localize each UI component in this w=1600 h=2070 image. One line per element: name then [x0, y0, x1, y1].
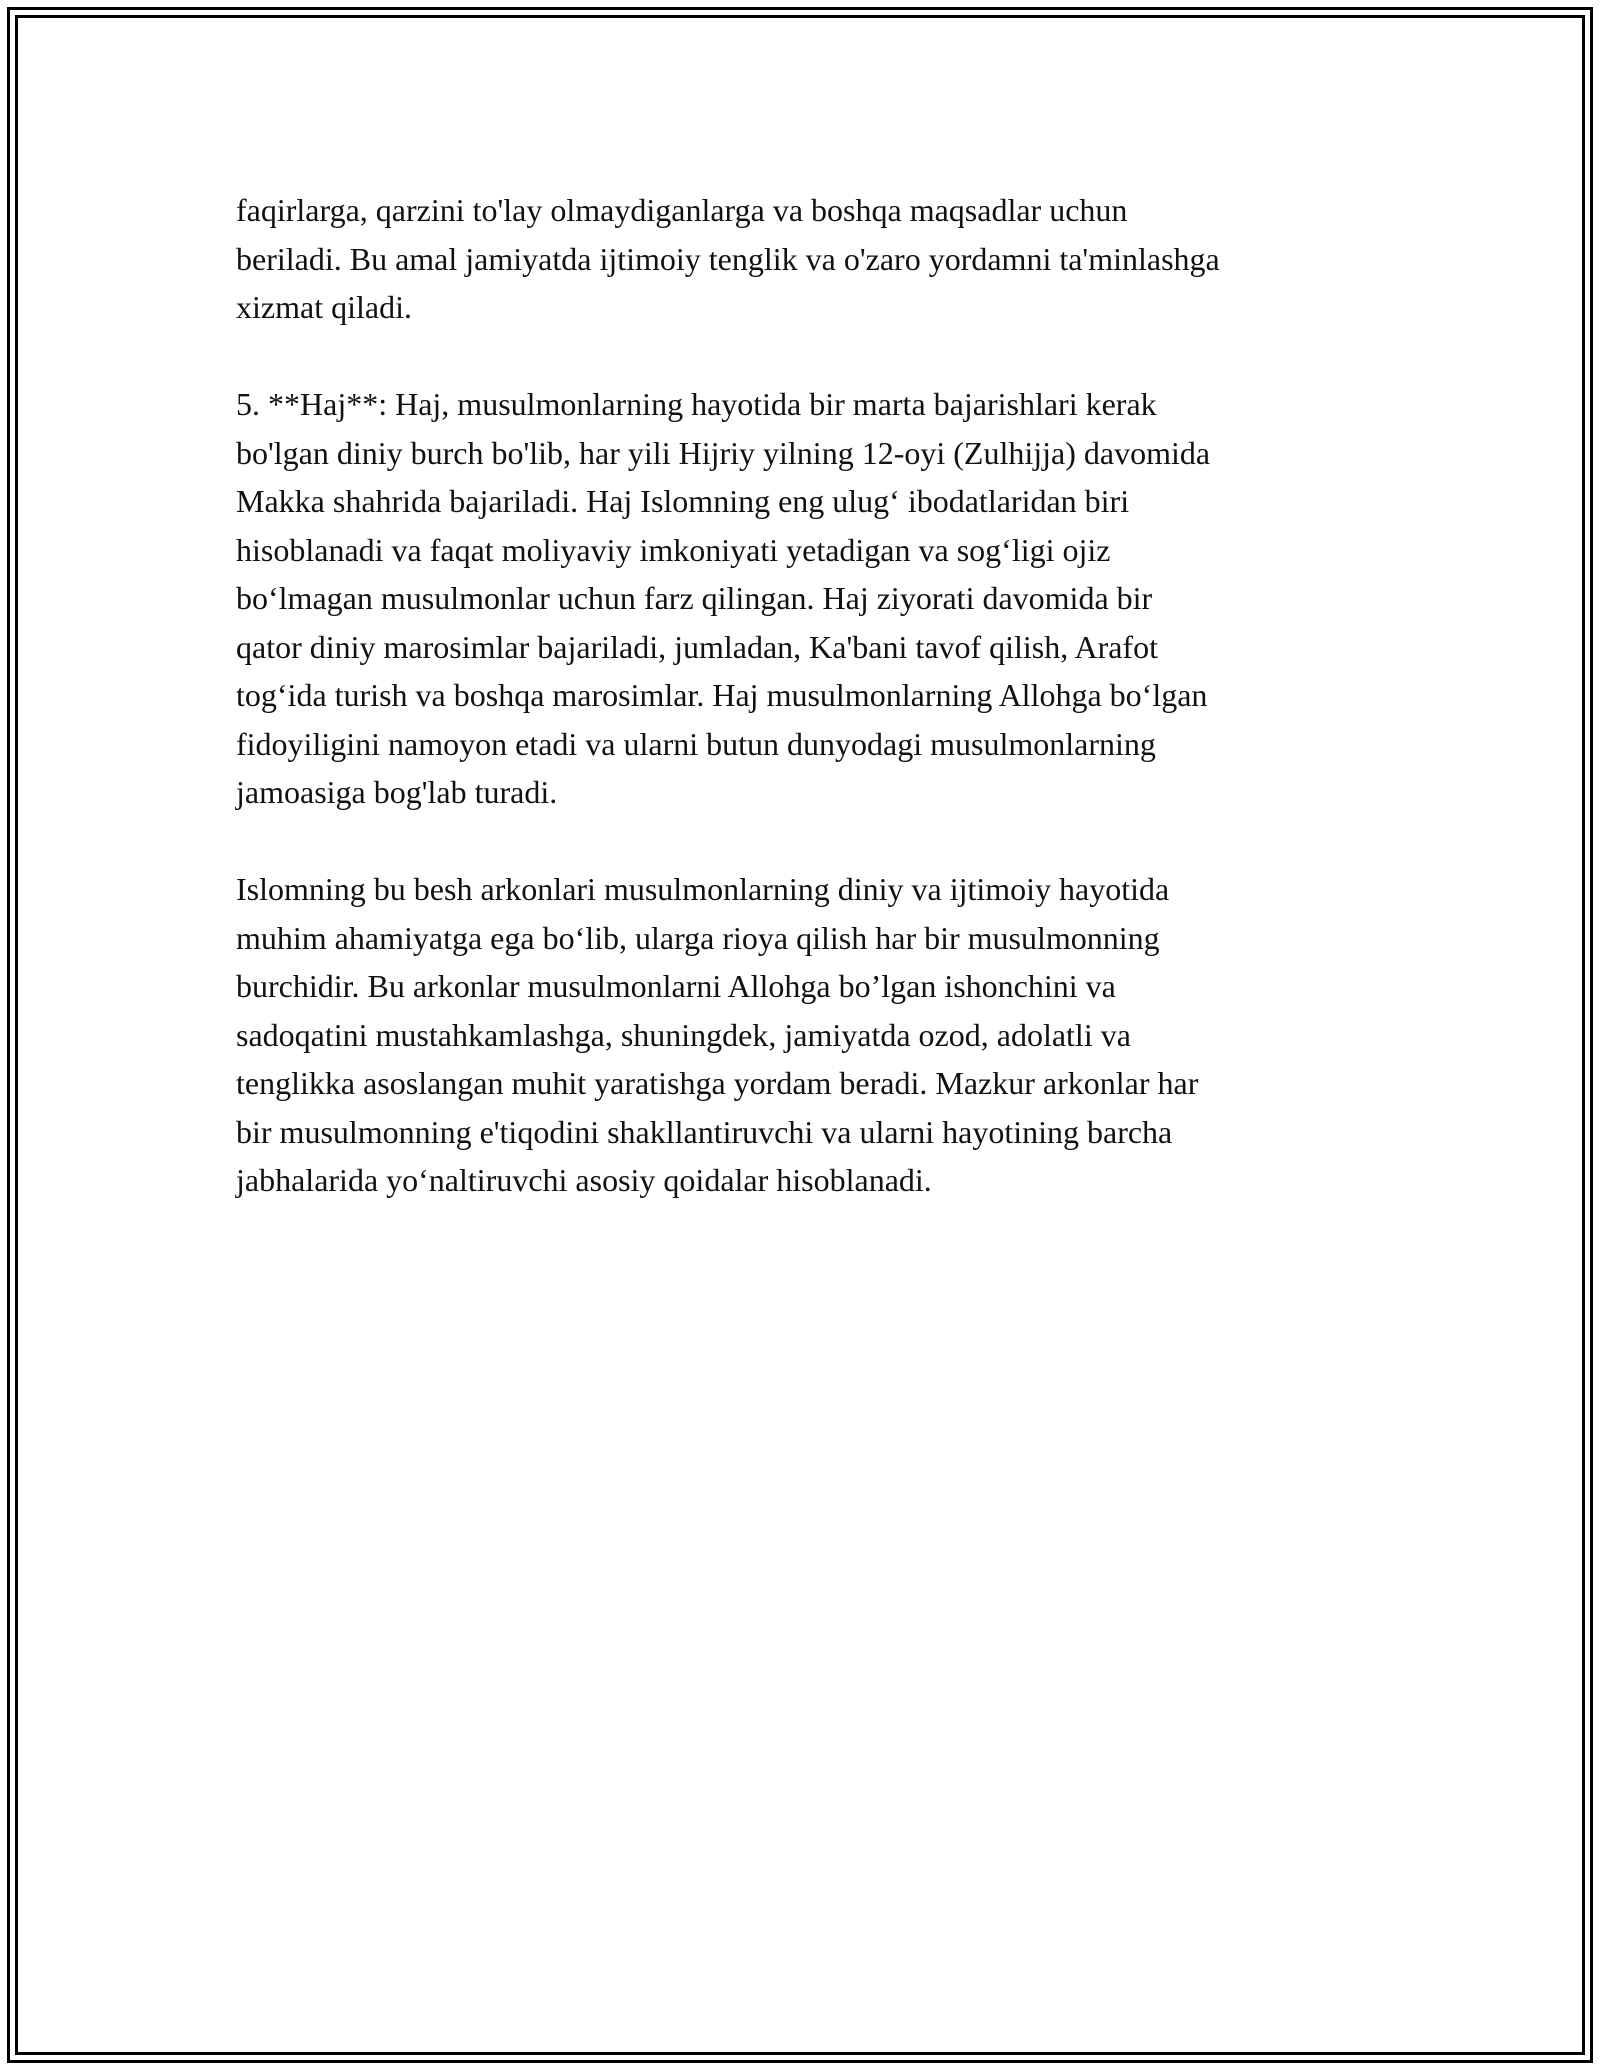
text-line: qator diniy marosimlar bajariladi, jumladan, Ka'bani tavof qilish, Arafot	[236, 628, 1158, 665]
text-line: sadoqatini mustahkamlashga, shuningdek, jamiyatda ozod, adolatli va	[236, 1016, 1131, 1053]
text-line: xizmat qiladi.	[236, 289, 412, 325]
text-line: beriladi. Bu amal jamiyatda ijtimoiy tenglik va o'zaro yordamni ta'minlashga	[236, 240, 1220, 277]
text-line: 5. **Haj**: Haj, musulmonlarning hayotida bir marta bajarishlari kerak	[236, 386, 1157, 422]
text-line: tenglikka asoslangan muhit yaratishga yordam beradi. Mazkur arkonlar har	[236, 1065, 1199, 1101]
text-line: tog‘ida turish va boshqa marosimlar. Haj musulmonlarning Allohga bo‘lgan	[236, 677, 1208, 713]
text-line: bir musulmonning e'tiqodini shakllantiruvchi va ularni hayotining barcha	[236, 1113, 1173, 1150]
paragraph-hajj	[236, 380, 1376, 817]
paragraph-zakat-continuation	[236, 186, 1376, 332]
text-line: jabhalarida yo‘naltiruvchi asosiy qoidalar hisoblanadi.	[236, 1162, 932, 1198]
text-line: Islomning bu besh arkonlari musulmonlarning diniy va ijtimoiy hayotida	[236, 871, 1170, 907]
text-line: muhim ahamiyatga ega bo‘lib, ularga rioya qilish har bir musulmonning	[236, 919, 1160, 956]
text-line: jamoasiga bog'lab turadi.	[236, 774, 558, 810]
text-line: fidoyiligini namoyon etadi va ularni butun dunyodagi musulmonlarning	[236, 725, 1156, 762]
paragraph-conclusion	[236, 865, 1376, 1205]
text-line: hisoblanadi va faqat moliyaviy imkoniyati yetadigan va sog‘ligi ojiz	[236, 531, 1111, 568]
text-line: bo‘lmagan musulmonlar uchun farz qilingan. Haj ziyorati davomida bir	[236, 580, 1153, 616]
text-line: faqirlarga, qarzini to'lay olmaydiganlarga va boshqa maqsadlar uchun	[236, 192, 1128, 228]
text-line: burchidir. Bu arkonlar musulmonlarni Allohga bo’lgan ishonchini va	[236, 968, 1116, 1004]
document-body	[236, 186, 1376, 1253]
text-line: Makka shahrida bajariladi. Haj Islomning eng ulug‘ ibodatlaridan biri	[236, 483, 1130, 519]
text-line: bo'lgan diniy burch bo'lib, har yili Hijriy yilning 12-oyi (Zulhijja) davomida	[236, 434, 1211, 471]
